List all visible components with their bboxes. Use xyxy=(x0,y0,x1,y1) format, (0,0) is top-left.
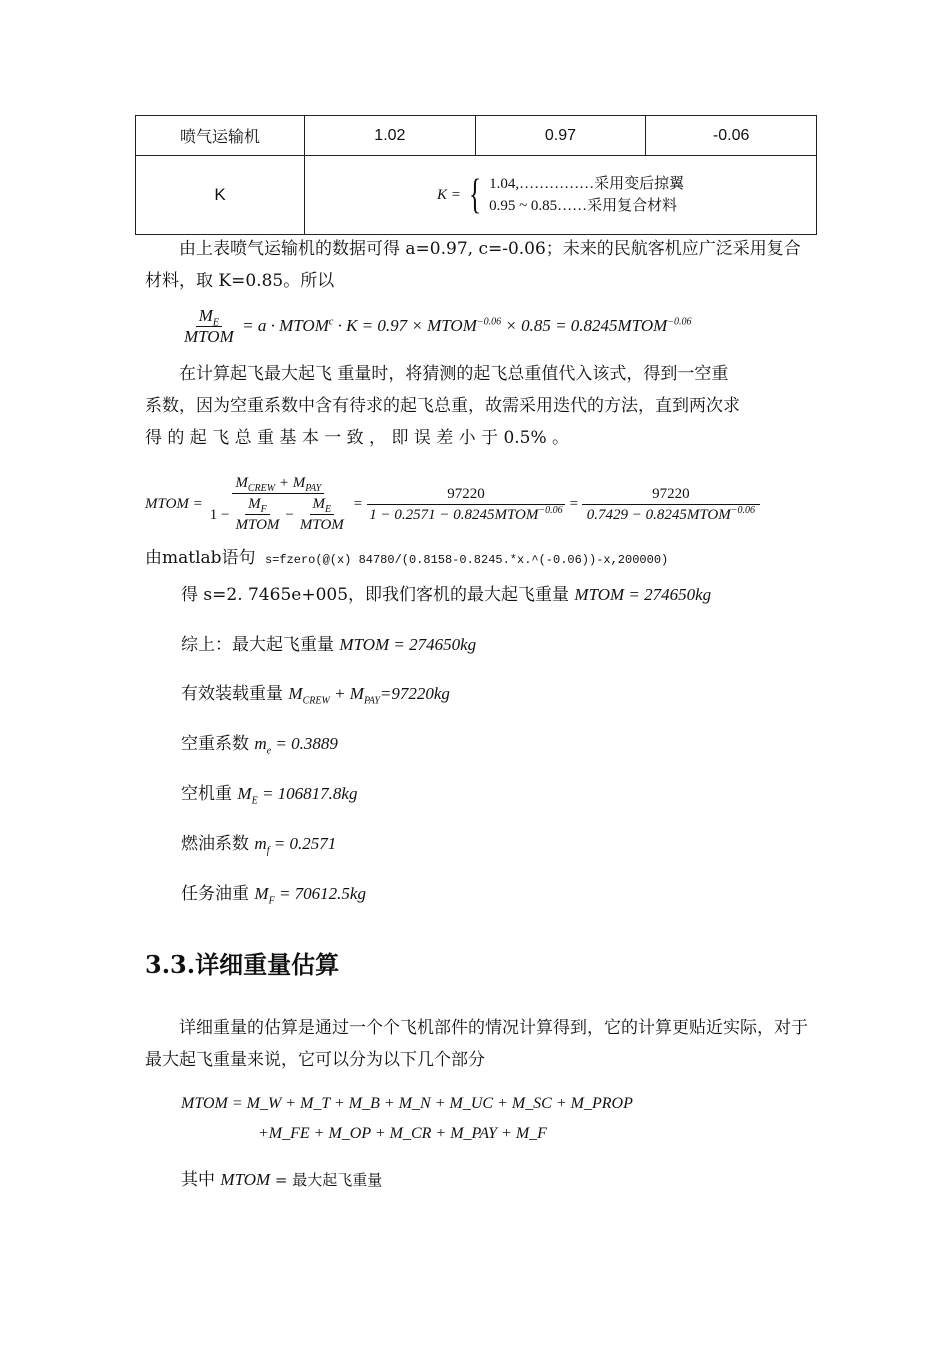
fraction: $\frac{M_E}{\text{MTOM}}$ xyxy=(184,306,234,346)
matlab-line: 由matlab语句 s=fzero(@(x) 84780/(0.8158-0.8245.*x.^(-0.06))-x,200000) xyxy=(145,548,669,568)
summary-line: 燃油系数 $m_f = 0.2571$ xyxy=(181,834,337,857)
paragraph: 由上表喷气运输机的数据可得 a=0.97, c=-0.06；未来的民航客机应广泛采用复合材料，取 K=0.85。所以 xyxy=(145,239,801,291)
summary-line: 任务油重 $M_F = 70612.5kg$ xyxy=(181,884,366,907)
coef-c: -0.06 xyxy=(646,116,817,156)
equation-mtom: MTOM = $M_{CREW} + M_{PAY}$ 1 − $\frac{M_F}{\text{MTOM}}$ − $\frac{M_E}{\text{MTOM}}$ = $\frac{97220}{1 - 0.2571 - 0.8245MTOM^{-0.06}}$ = $\frac{97220}{0.7429 - 0.8245MTOM^{-0.06}}$ xyxy=(145,473,760,535)
section-title: 3.3.详细重量估算 xyxy=(145,950,340,979)
k-label: K = xyxy=(437,186,461,203)
coef-b: 0.97 xyxy=(475,116,646,156)
paragraph-line: 得 的 起 飞 总 重 基 本 一 致 ， 即 误 差 小 于 0.5% 。 xyxy=(145,428,570,448)
k-cases xyxy=(489,173,684,217)
coef-a: 1.02 xyxy=(305,116,476,156)
row-name: K xyxy=(136,156,305,235)
fraction: $\frac{97220}{1 - 0.2571 - 0.8245MTOM^{-0.06}}$ xyxy=(366,484,565,525)
table-row xyxy=(136,116,817,156)
equation-empty-weight: $\frac{M_E}{\text{MTOM}}$ = $a \cdot MTOM^c \cdot K = 0.97$ × $MTOM^{-0.06} \times 0.85$ = $0.8245MTOM^{-0.06}$ xyxy=(181,306,692,347)
matlab-code: s=fzero(@(x) 84780/(0.8158-0.8245.*x.^(-0.06))-x,200000) xyxy=(264,553,669,567)
definition-line: 其中 MTOM = 最大起飞重量 xyxy=(181,1170,383,1190)
summary-line: 综上：最大起飞重量 MTOM = 274650kg xyxy=(181,635,477,655)
paragraph: 详细重量的估算是通过一个个飞机部件的情况计算得到，它的计算更贴近实际，对于最大起飞重量来说，它可以分为以下几个部分 xyxy=(145,1018,808,1070)
result-line: 得 s=2. 7465e+005，即我们客机的最大起飞重量 MTOM = 274650kg xyxy=(181,585,712,605)
k-definition-cell xyxy=(305,156,817,235)
fraction: $\frac{97220}{0.7429 - 0.8245MTOM^{-0.06}}$ xyxy=(582,484,760,525)
brace-glyph: { xyxy=(468,172,482,218)
paragraph-line: 系数，因为空重系数中含有待求的起飞总重，故需采用迭代的方法，直到两次求 xyxy=(145,396,740,416)
coefficient-table xyxy=(135,115,817,235)
paragraph-line: 在计算起飞最大起飞 重量时，将猜测的起飞总重值代入该式，得到一空重 xyxy=(179,364,729,384)
k-case: 0.95 ~ 0.85……采用复合材料 xyxy=(489,198,678,214)
fraction: $M_{CREW} + M_{PAY}$ 1 − $\frac{M_F}{\text{MTOM}}$ − $\frac{M_E}{\text{MTOM}}$ xyxy=(209,475,344,533)
row-name: 喷气运输机 xyxy=(136,116,305,156)
equation-detailed-weight: MTOM = M_W + M_T + M_B + M_N + M_UC + M_SC + M_PROP xyxy=(181,1095,633,1112)
summary-line: 空机重 $M_E = 106817.8kg$ xyxy=(181,784,358,807)
k-definition xyxy=(437,173,684,217)
summary-line: 有效装载重量 $M_{CREW} + M_{PAY}=97220kg$ xyxy=(181,684,450,707)
k-case: 1.04,……………采用变后掠翼 xyxy=(489,176,685,192)
equation-detailed-weight-cont: +M_FE + M_OP + M_CR + M_PAY + M_F xyxy=(258,1125,547,1142)
summary-line: 空重系数 $m_e = 0.3889$ xyxy=(181,734,338,757)
table-row xyxy=(136,156,817,235)
paragraph xyxy=(145,358,810,454)
